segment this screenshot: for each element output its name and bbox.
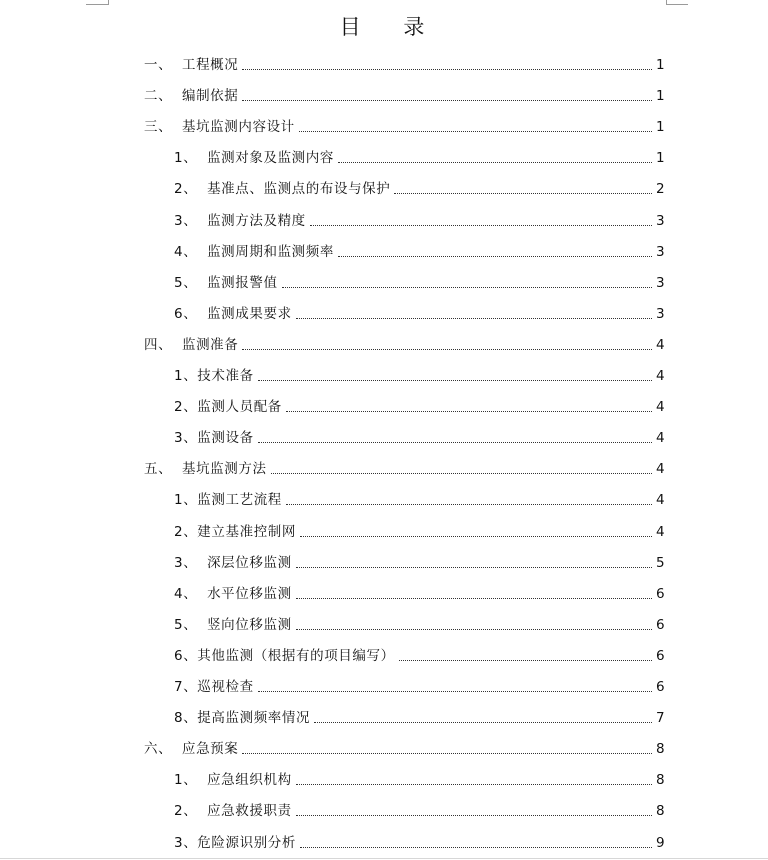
toc-dot-leader xyxy=(296,597,652,599)
toc-page-number: 1 xyxy=(656,57,665,73)
toc-page-number: 4 xyxy=(656,336,665,353)
toc-dot-leader xyxy=(299,130,652,132)
toc-entry-title: 2、 基准点、监测点的布设与保护 xyxy=(174,181,391,198)
toc-entry-title: 五、 基坑监测方法 xyxy=(144,461,267,478)
toc-page-number: 2 xyxy=(656,181,665,198)
toc-dot-leader xyxy=(296,628,652,630)
toc-page-number: 6 xyxy=(656,679,665,695)
toc-entry-title: 1、 应急组织机构 xyxy=(174,772,292,789)
toc-entry[interactable] xyxy=(174,612,664,634)
toc-page-number: 3 xyxy=(656,243,665,260)
toc-entry[interactable] xyxy=(174,270,664,292)
toc-entry-title: 3、监测设备 xyxy=(174,430,254,447)
toc-entry-title: 六、 应急预案 xyxy=(144,741,239,758)
toc-entry-title: 5、 监测报警值 xyxy=(174,274,278,291)
toc-page-number: 8 xyxy=(656,772,665,789)
toc-entry[interactable] xyxy=(174,394,664,416)
toc-entry[interactable] xyxy=(144,456,664,478)
toc-dot-leader xyxy=(394,192,652,194)
toc-entry[interactable] xyxy=(174,674,664,696)
toc-entry-title: 5、 竖向位移监测 xyxy=(174,616,292,633)
toc-entry[interactable] xyxy=(174,519,664,541)
toc-entry-title: 3、 监测方法及精度 xyxy=(174,212,306,229)
toc-entry[interactable] xyxy=(144,52,664,74)
toc-entry-title: 4、 水平位移监测 xyxy=(174,585,292,602)
toc-dot-leader xyxy=(296,814,652,816)
toc-entry[interactable] xyxy=(144,332,664,354)
toc-dot-leader xyxy=(300,846,652,848)
toc-entry[interactable] xyxy=(174,145,664,167)
toc-entry[interactable] xyxy=(144,83,664,105)
toc-entry-title: 3、危险源识别分析 xyxy=(174,834,296,851)
toc-entry[interactable] xyxy=(174,550,664,572)
toc-dot-leader xyxy=(314,721,652,723)
toc-dot-leader xyxy=(242,68,652,70)
toc-entry-title: 四、 监测准备 xyxy=(144,336,239,353)
toc-entry[interactable] xyxy=(174,798,664,820)
toc-entry-title: 一、 工程概况 xyxy=(144,57,239,73)
toc-entry-title: 三、 基坑监测内容设计 xyxy=(144,119,295,136)
toc-dot-leader xyxy=(286,503,652,505)
toc-entry-title: 1、技术准备 xyxy=(174,368,254,384)
toc-entry-title: 1、监测工艺流程 xyxy=(174,492,282,509)
toc-page-number: 8 xyxy=(656,741,665,758)
toc-page-number: 4 xyxy=(656,368,665,384)
toc-entry[interactable] xyxy=(174,487,664,509)
toc-dot-leader xyxy=(296,317,652,319)
toc-entry[interactable] xyxy=(144,736,664,758)
toc-entry-title: 6、其他监测（根据有的项目编写） xyxy=(174,647,395,664)
toc-entry[interactable] xyxy=(174,425,664,447)
toc-entry[interactable] xyxy=(144,114,664,136)
toc-dot-leader xyxy=(242,348,652,350)
toc-dot-leader xyxy=(296,566,652,568)
toc-dot-leader xyxy=(286,410,652,412)
toc-dot-leader xyxy=(296,783,652,785)
toc-entry[interactable] xyxy=(174,301,664,323)
toc-dot-leader xyxy=(338,255,652,257)
toc-page-number: 5 xyxy=(656,554,665,571)
toc-dot-leader xyxy=(338,161,652,163)
toc-entry[interactable] xyxy=(174,239,664,261)
toc-entry[interactable] xyxy=(174,830,664,852)
toc-page-number: 1 xyxy=(656,150,665,167)
toc-entry[interactable] xyxy=(174,363,664,385)
page-bottom-edge xyxy=(0,858,768,859)
toc-entry[interactable] xyxy=(174,643,664,665)
toc-entry[interactable] xyxy=(174,705,664,727)
toc-dot-leader xyxy=(399,659,652,661)
toc-entry-title: 1、 监测对象及监测内容 xyxy=(174,150,334,167)
corner-mark-right-v xyxy=(666,0,667,5)
toc-page-number: 1 xyxy=(656,119,665,136)
toc-dot-leader xyxy=(258,379,652,381)
corner-mark-left-v xyxy=(108,0,109,5)
toc-dot-leader xyxy=(258,441,652,443)
toc-page-number: 9 xyxy=(656,834,665,851)
toc-dot-leader xyxy=(271,472,652,474)
toc-entry-title: 2、 应急救援职责 xyxy=(174,803,292,820)
toc-page-number: 4 xyxy=(656,523,665,540)
toc-entry-title: 6、 监测成果要求 xyxy=(174,305,292,322)
toc-entry[interactable] xyxy=(174,208,664,230)
toc-page-number: 3 xyxy=(656,212,665,229)
toc-page-number: 6 xyxy=(656,585,665,602)
toc-entry-title: 二、 编制依据 xyxy=(144,88,239,105)
toc-page-number: 4 xyxy=(656,399,665,416)
toc-page-number: 8 xyxy=(656,803,665,820)
toc-entry[interactable] xyxy=(174,176,664,198)
toc-entry[interactable] xyxy=(174,581,664,603)
toc-dot-leader xyxy=(310,224,652,226)
toc-entry-title: 8、提高监测频率情况 xyxy=(174,710,311,727)
toc-page-number: 4 xyxy=(656,430,665,447)
toc-entry-title: 2、监测人员配备 xyxy=(174,399,282,416)
corner-mark-right-h xyxy=(666,4,688,5)
toc-dot-leader xyxy=(242,99,652,101)
toc-dot-leader xyxy=(258,690,652,692)
toc-page-number: 6 xyxy=(656,616,665,633)
toc-dot-leader xyxy=(300,535,652,537)
toc-page-number: 4 xyxy=(656,492,665,509)
toc-dot-leader xyxy=(282,286,652,288)
page-title: 目 录 xyxy=(339,15,443,39)
toc-page-number: 6 xyxy=(656,647,665,664)
toc-entry-title: 3、 深层位移监测 xyxy=(174,554,292,571)
toc-entry-title: 4、 监测周期和监测频率 xyxy=(174,243,334,260)
toc-page-number: 3 xyxy=(656,274,665,291)
toc-page-number: 3 xyxy=(656,305,665,322)
toc-entry-title: 7、巡视检查 xyxy=(174,679,254,695)
toc-dot-leader xyxy=(242,752,652,754)
toc-entry[interactable] xyxy=(174,767,664,789)
toc-page-number: 1 xyxy=(656,88,665,105)
toc-entry-title: 2、建立基准控制网 xyxy=(174,523,296,540)
corner-mark-left-h xyxy=(86,4,108,5)
toc-page-number: 7 xyxy=(656,710,665,727)
toc-page-number: 4 xyxy=(656,461,665,478)
